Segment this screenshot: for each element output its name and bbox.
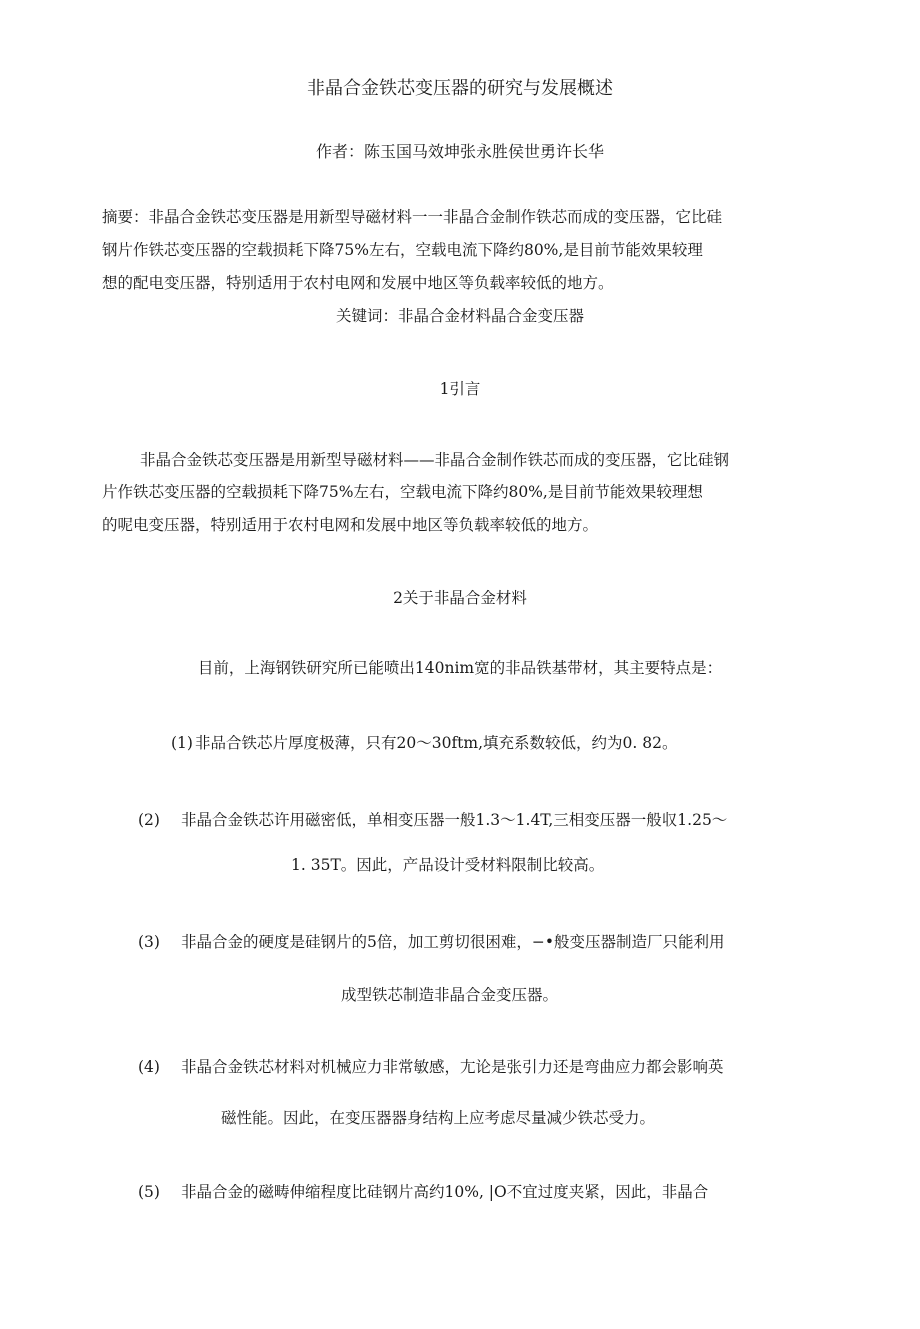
section-1-paragraph-line-2: 片作铁芯变压器的空载损耗下降75%左右，空载电流下降约80%,是目前节能效果较理想 bbox=[102, 483, 703, 501]
authors-line: 作者：陈玉国马效坤张永胜侯世勇许长华 bbox=[315, 142, 604, 161]
abstract-line-3: 想的配电变压器，特别适用于农村电网和发展中地区等负载率较低的地方。 bbox=[102, 274, 614, 292]
list-item-number: (4) bbox=[138, 1058, 160, 1076]
section-2-heading: 2关于非晶合金材料 bbox=[393, 589, 527, 607]
list-item-text-continued: 磁性能。因此，在变压器器身结构上应考虑尽量减少铁芯受力。 bbox=[221, 1109, 656, 1127]
section-1-paragraph-line-3: 的呢电变压器，特别适用于农村电网和发展中地区等负载率较低的地方。 bbox=[102, 516, 599, 534]
abstract-line-1: 摘要：非晶合金铁芯变压器是用新型导磁材料一一非晶合金制作铁芯而成的变压器，它比硅 bbox=[102, 208, 723, 226]
list-item-number: (2) bbox=[138, 811, 160, 829]
abstract-line-2: 钢片作铁芯变压器的空载损耗下降75%左右，空载电流下降约80%,是目前节能效果较理 bbox=[102, 241, 703, 259]
document-title: 非晶合金铁芯变压器的研究与发展概述 bbox=[307, 78, 613, 99]
section-2-intro: 目前，上海钢铁研究所已能喷出140nim宽的非品铁基带材，其主要特点是： bbox=[197, 659, 723, 677]
list-item-text-continued: 1. 35T。因此，产品设计受材料限制比较高。 bbox=[291, 856, 605, 874]
list-item-text: 非晶合金铁芯许用磁密低，单相变压器一般1.3～1.4T,三相变压器一般収1.25～ bbox=[181, 811, 728, 829]
keywords-line: 关键词：非晶合金材料晶合金变压器 bbox=[335, 307, 584, 325]
section-1-paragraph-line-1: 非晶合金铁芯变压器是用新型导磁材料——非晶合金制作铁芯而成的变压器，它比硅钢 bbox=[140, 451, 730, 469]
list-item-number: (1) bbox=[171, 734, 193, 752]
list-item-text: 非晶合金的磁畴伸缩程度比硅钢片高约10%, |O不宜过度夹紧，因此，非晶合 bbox=[181, 1183, 709, 1201]
list-item-text-continued: 成型铁芯制造非晶合金变压器。 bbox=[341, 986, 559, 1004]
list-item-number: (5) bbox=[138, 1183, 160, 1201]
list-item-text: 非晶合金铁芯材料对机械应力非常敏感，尢论是张引力还是弯曲应力都会影响英 bbox=[181, 1058, 724, 1076]
list-item-text: 非品合铁芯片厚度极薄，只有20～30ftm,填充系数较低，约为0. 82。 bbox=[195, 734, 678, 752]
list-item-number: (3) bbox=[138, 933, 160, 951]
list-item-text: 非晶合金的硬度是硅钢片的5倍，加工剪切很困难，−•般变压器制造厂只能利用 bbox=[181, 933, 725, 951]
section-1-heading: 1引言 bbox=[439, 380, 481, 398]
